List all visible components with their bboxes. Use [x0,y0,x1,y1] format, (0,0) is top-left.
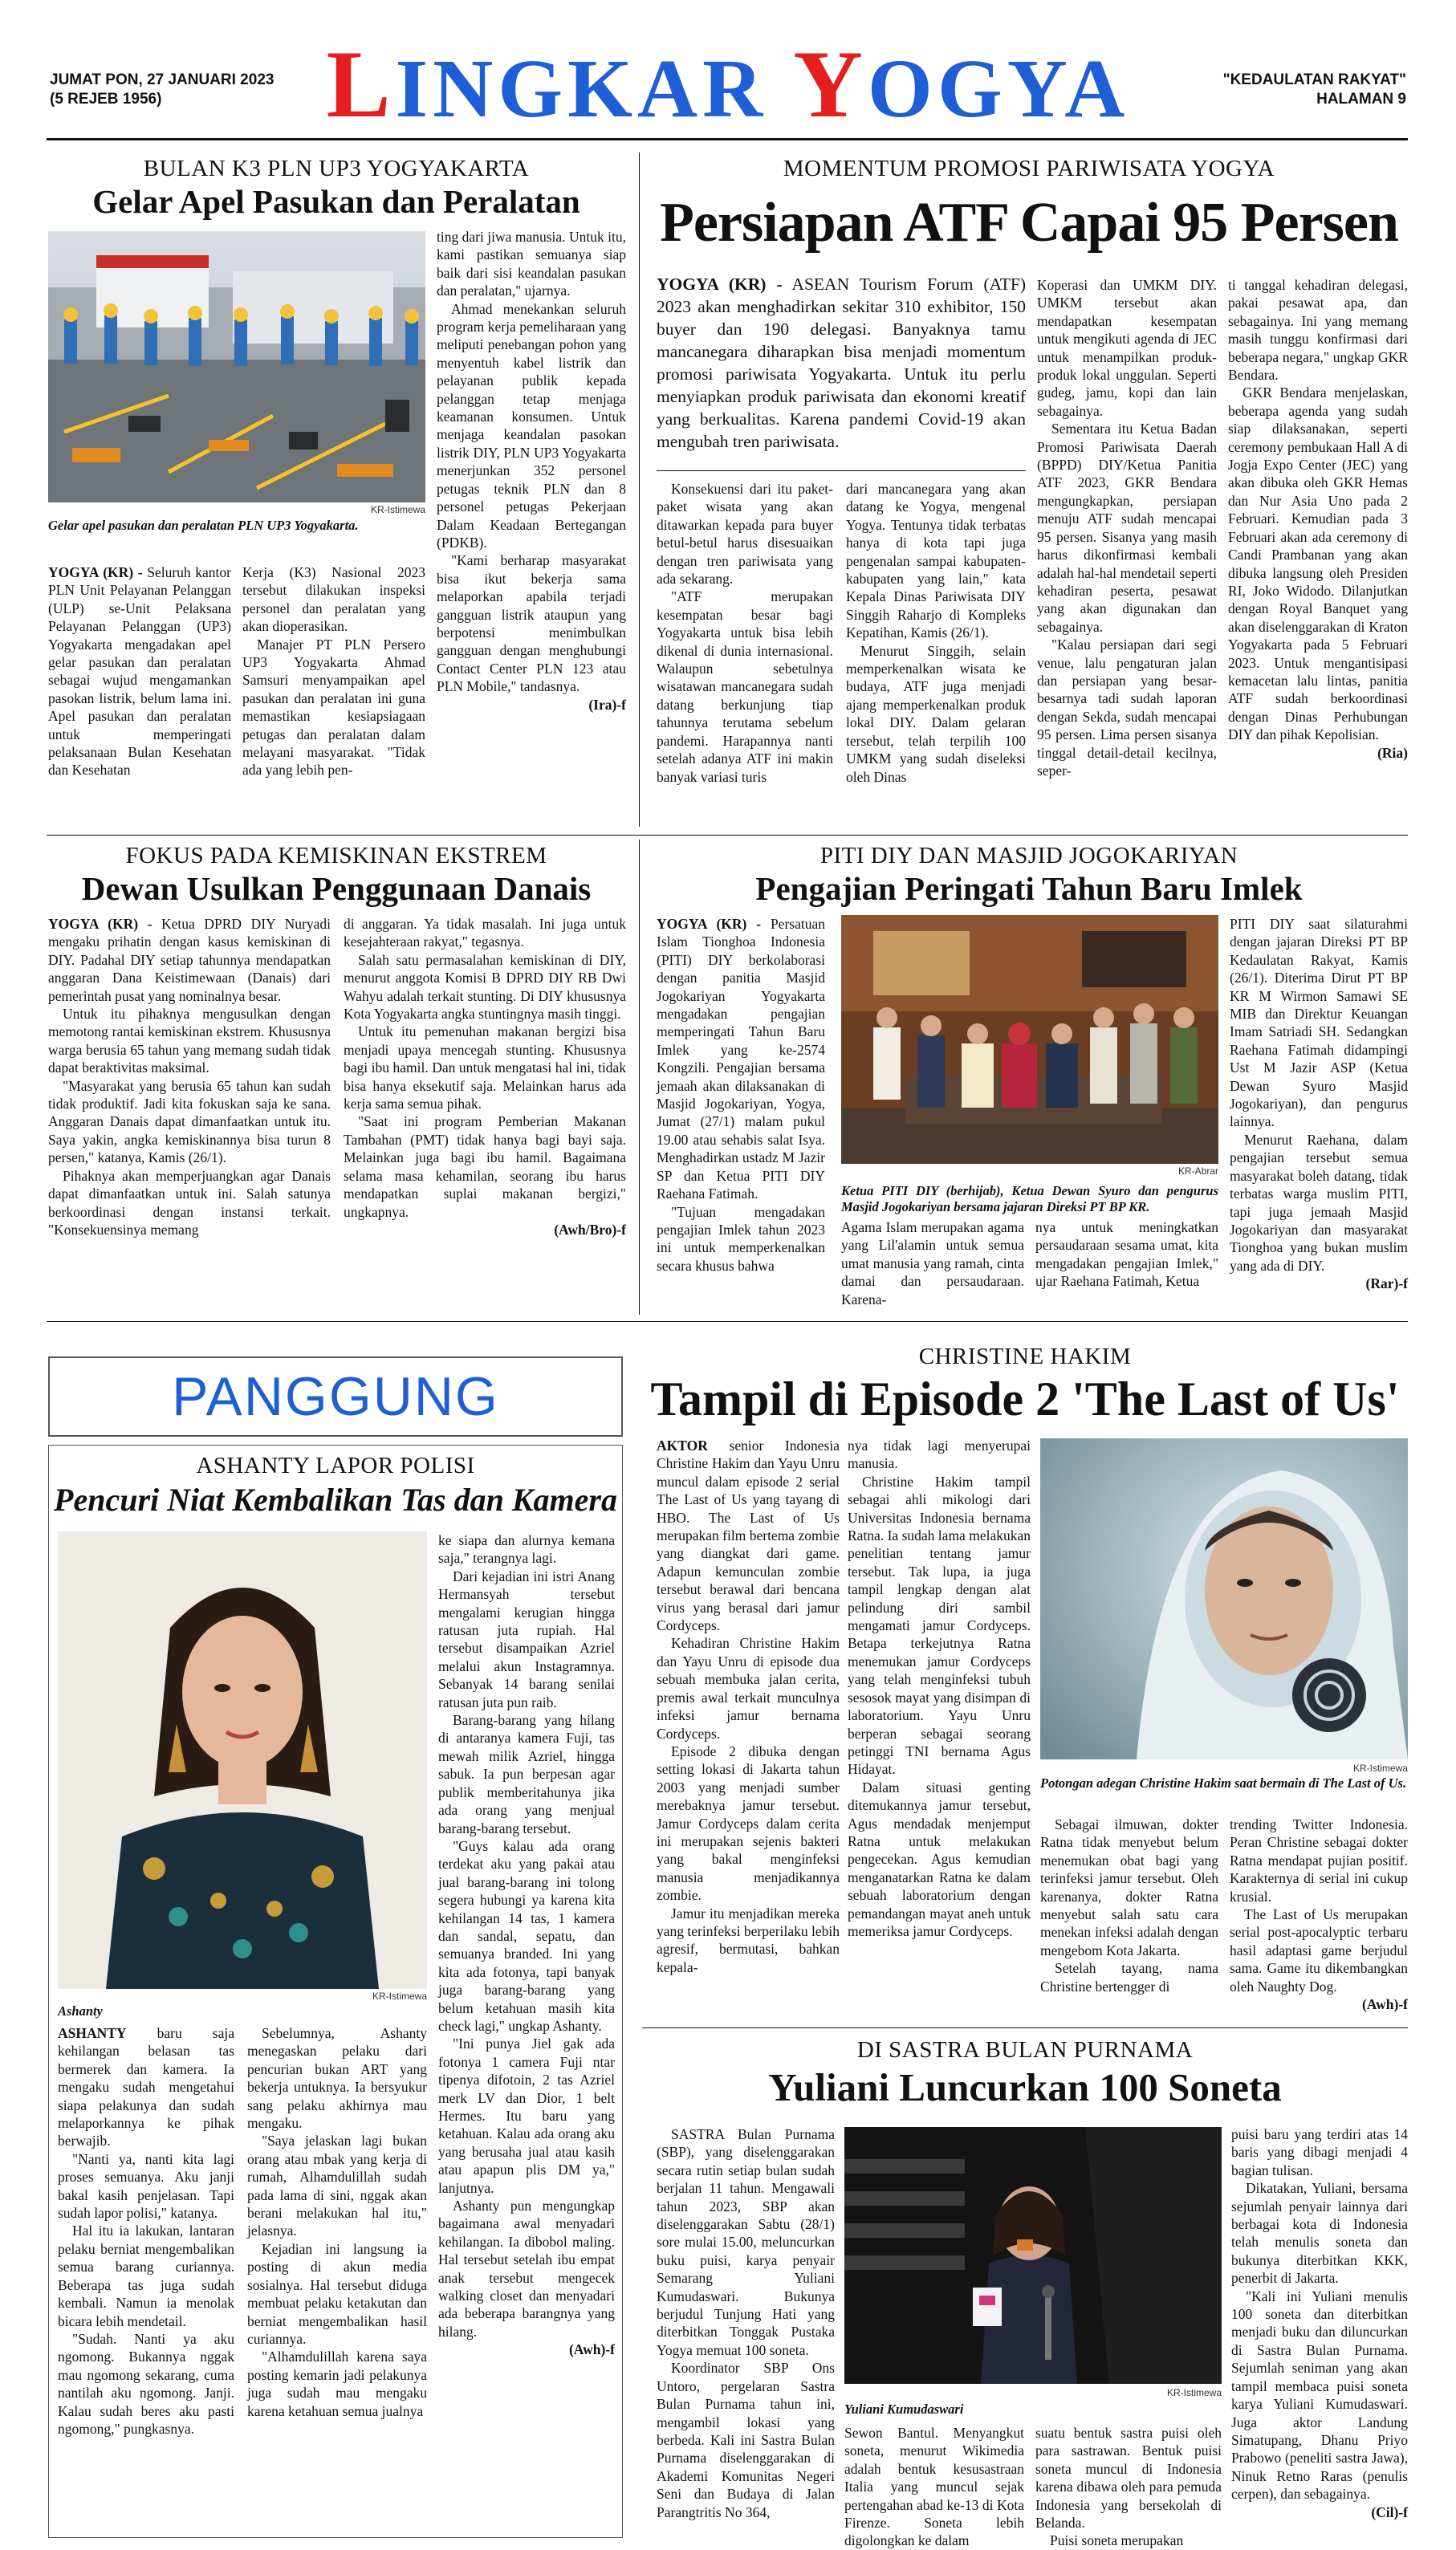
soneta-photo-credit: KR-Istimewa [1166,2387,1222,2398]
danais-signature: (Awh/Bro)-f [554,1221,626,1238]
issue-date: JUMAT PON, 27 JANUARI 2023 [50,71,275,88]
lastofus-headline: Tampil di Episode 2 'The Last of Us' [650,1373,1400,1425]
soneta-photo-caption: Yuliani Kumudaswari [844,2402,964,2417]
soneta-headline: Yuliani Luncurkan 100 Soneta [768,2065,1282,2109]
panggung-label-box [48,1356,623,1437]
imlek-kicker: PITI DIY DAN MASJID JOGOKARIYAN [820,843,1238,868]
lastofus-col2-paragraph: nya tidak lagi menyerupai manusia. [848,1438,1031,1472]
ashanty-column-1 [58,2024,234,2530]
imlek-signature: (Rar)-f [1365,1275,1408,1292]
imlek-col3-paragraph: nya untuk meningkatkan persaudaraan sesama umat, kita mengadakan pengajian Imlek," ujar Raehana Fatimah, Ketua [1035,1219,1218,1290]
ashanty-col3-paragraph-d: "Guys kalau ada orang terdekat aku yang pakai atau jual barang-barang ini tolong segera hubungi ya karena kita kehilangan 14 tas, 1 kamera dan sandal, sepatu, dan semuanya branded. Ini yang kita ada fotonya, tapi banyak juga barang-barang yang belum ketahuan masih kita check lagi," ungkap Ashanty. [438,1837,615,2034]
soneta-column-1 [657,2125,835,2535]
lastofus-column-2 [848,1437,1031,2019]
k3-column-3 [437,228,626,832]
k3-headline: Gelar Apel Pasukan dan Peralatan [92,183,580,220]
section-rule-2 [47,1321,1408,1322]
atf-signature: (Ria) [1377,744,1408,761]
imlek-photo-image [841,915,1218,1164]
lastofus-col1-paragraph-d: Jamur itu menjadikan mereka yang terinfeksi berperilaku lebih agresif, bermutasi, bahkan kepala- [657,1905,840,1975]
ashanty-col2-paragraph-d: "Alhamdulillah karena saya posting kemarin jadi pelakunya juga sudah mau mengaku karena ketahuan semua jualnya [247,2349,427,2419]
lastofus-photo-image [1040,1438,1408,1759]
atf-dateline: YOGYA (KR) - [657,275,783,294]
lastofus-col1-paragraph-b: Kehadiran Christine Hakim dan Yayu Unru di episode dua sebuah membuka jalan cerita, premis awal terkait munculnya infeksi jamur bernama Cordyceps. [657,1635,840,1742]
masthead-rule [47,138,1408,140]
imlek-col1-paragraph: YOGYA (KR) - Persatuan Islam Tionghoa Indonesia (PITI) DIY berkolaborasi dengan panitia Masjid Jogokariyan Yogyakarta mengadakan pengajian memperingati Tahun Baru Imlek yang ke-2574 Kongzili. Pengajian bersama jemaah akan dilaksanakan di Masjid Jogokariyan, Yogya, Jumat (27/1) malam pukul 19.00 atau sehabis salat Isya. Menghadirkan ustadz M Jazir SP dan Ketua PITI DIY Raehana Fatimah. [657,916,825,1202]
imlek-dateline: YOGYA (KR) - [657,916,762,932]
soneta-column-3 [1035,2424,1222,2549]
lastofus-col2-paragraph-b: Christine Hakim tampil sebagai ahli mikologi dari Universitas Indonesia bernama Ratna. Ia sudah lama melakukan penelitian tentang jamur tersebut. Tak lupa, ia juga tampil lengkap dengan alat pelindung diri sambil mengamati jamur Cordyceps. Betapa terkejutnya Ratna menemukan jamur Cordyceps yang telah menginfeksi tubuh sesosok mayat yang disimpan di laboratorium. Yayu Unru berperan sebagai seorang petinggi TNI bernama Agus Hidayat. [848,1473,1031,1778]
ashanty-column-2 [247,2024,427,2530]
lastofus-column-4 [1230,1816,1408,2021]
danais-col2-paragraph-d: "Saat ini program Pemberian Makanan Tambahan (PMT) tidak hanya bagi bayi saja. Melainkan juga bagi ibu hamil. Bagaimana selama masa kehamilan, seorang ibu harus mendapatkan suplai makanan bergizi," ungkapnya. [344,1113,626,1220]
ashanty-photo-image [58,1531,427,1989]
lastofus-col4-paragraph: trending Twitter Indonesia. Peran Christine sebagai dokter Ratna mendapat pujian positif. Karakternya di serial ini cukup krusial. [1230,1816,1408,1905]
atf-lead-rule [657,470,1026,471]
atf-col4-paragraph-b: GKR Bendara menjelaskan, beberapa agenda yang sudah siap dilaksanakan, seperti ceremony pembukaan Hall A di Jogja Expo Center (JEC) yang akan dibuka oleh GKR Hemas dan Nur Asia Uno pada 2 Februari. Kemudian pada 3 Februari akan ada ceremony di Candi Prambanan yang akan dibuka langsung oleh Presiden RI, Joko Widodo. Dilanjutkan dengan Royal Banquet yang akan diselenggarakan di Kraton Yogyakarta pada 5 Februari 2023. Untuk mengantisipasi kemacetan lalu lintas, panitia ATF sudah berkoordinasi dengan Dinas Perhubungan DIY dan pihak Kepolisian. [1228,384,1408,743]
imlek-column-3 [1035,1218,1218,1308]
lastofus-col2-paragraph-c: Dalam situasi genting ditemukannya jamur tersebut, Agus mendadak menjemput Ratna untuk melakukan pengecekan. Agus kemudian menganatarkan Ratna ke dalam sebuah laboratorium dengan pemandangan mayat aneh untuk memeriksa jamur Cordyceps. [848,1779,1031,1939]
imlek-column-2 [841,1218,1024,1308]
soneta-kicker: DI SASTRA BULAN PURNAMA [856,2037,1194,2063]
k3-col2-paragraph: Kerja (K3) Nasional 2023 tersebut dilakukan inspeksi personel dan peralatan yang akan dioperasikan. [242,564,425,635]
danais-column-2 [344,915,626,1308]
danais-dateline: YOGYA (KR) - [48,916,153,932]
ashanty-col1-paragraph-b: "Nanti ya, nanti kita lagi proses semuanya. Aku janji bakal kasih penjelasan. Tapi sudah lapor polisi," katanya. [58,2150,234,2222]
title-ogya: OGYA [867,43,1130,135]
section-rule-1 [47,835,1408,836]
atf-col3-paragraph-c: "Kalau persiapan dari segi venue, lalu pengaturan jalan dan persiapan yang besar-besarnya tadi sudah laporan dengan Sekda, sudah mencapai 95 persen. Lima persen sisanya tinggal detail-detail kecilnya, seper- [1037,636,1217,779]
soneta-col4-paragraph-c: "Kali ini Yuliani menulis 100 soneta dan diterbitkan menjadi buku dan diluncurkan di Sastra Bulan Purnama. Sejumlah seniman yang akan tampil membaca puisi soneta karya Yuliani Kumudaswari. Juga aktor Landung Simatupang, Dhanu Priyo Prabowo (peneliti sastra Jawa), Ninuk Retno Raras (penulis cerpen), dan sebagainya. [1231,2288,1408,2503]
ashanty-photo [58,1531,427,1989]
lastofus-col1-paragraph: AKTOR senior Indonesia Christine Hakim dan Yayu Unru muncul dalam episode 2 serial The Last of Us yang tayang di HBO. The Last of Us merupakan film bertema zombie yang diangkat dari game. Adapun kemunculan zombie tersebut berawal dari bencana virus yang berasal dari jamur Cordyceps. [657,1438,840,1634]
imlek-photo [841,915,1218,1164]
atf-column-3 [1037,276,1217,819]
soneta-col1-paragraph-b: Koordinator SBP Ons Untoro, pergelaran Sastra Bulan Purnama tahun ini, mengambil lokasi yang berbeda. Kali ini Sastra Bulan Purnama diselenggarakan di Akademi Komunitas Negeri Seni dan Budaya di Jalan Parangtritis No 364, [657,2360,835,2520]
atf-col1-paragraph: Konsekuensi dari itu paket-paket wisata yang akan ditawarkan kepada para buyer betul-betul harus disesuaikan dengan tren pariwisata yang ada sekarang. [657,481,833,588]
atf-col2-paragraph-b: Menurut Singgih, selain memperkenalkan wisata ke budaya, ATF juga menjadi ajang memperkenalkan produk lokal DIY. Dalam gelaran tersebut, telah terpilih 100 UMKM yang sudah diseleksi oleh Dinas [846,642,1026,785]
atf-kicker: MOMENTUM PROMOSI PARIWISATA YOGYA [783,156,1275,181]
title-letter-y: Y [793,31,868,137]
danais-col2-paragraph-b: Salah satu permasalahan kemiskinan di DIY, menurut anggota Komisi B DPRD DIY RB Dwi Wahyu adalah terkait stunting. Di DIY khususnya Kota Yogyakarta angka stuntingnya masih tinggi. [344,951,626,1023]
lastofus-photo-credit: KR-Istimewa [1352,1763,1408,1774]
title-letter-l: L [326,31,396,137]
ashanty-col2-paragraph-b: "Saya jelaskan lagi bukan orang atau mbak yang kerja di rumah, Alhamdulillah sudah pada lama di sini, nggak akan berani melakukan hal itu," jelasnya. [247,2133,427,2239]
danais-col1-paragraph: YOGYA (KR) - Ketua DPRD DIY Nuryadi mengaku prihatin dengan kasus kemiskinan di DIY. Padahal DIY setiap tahunnya mendapatkan anggaran Dana Keistimewaan (Danais) dari pemerintah pusat yang nominalnya besar. [48,916,331,1004]
section-rule-3 [642,2027,1408,2028]
imlek-photo-caption: Ketua PITI DIY (berhijab), Ketua Dewan Syuro dan pengurus Masjid Jogokariyan bersama jajaran Direksi PT BP KR. [841,1183,1218,1214]
imlek-col2-paragraph: Agama Islam merupakan agama yang Lil'alamin untuk semua umat manusia yang ramah, cinta damai dan persaudaraan. Karena- [841,1219,1024,1308]
lastofus-col3-paragraph-b: Setelah tayang, nama Christine bertengger di [1040,1960,1218,1995]
ashanty-col2-paragraph: Sebelumnya, Ashanty menegaskan pelaku dari pencurian bukan ART yang bekerja untuknya. Ia bersyukur sang pelaku akhirnya mau mengaku. [247,2025,427,2132]
ashanty-signature: (Awh)-f [568,2341,615,2358]
soneta-col3-paragraph: suatu bentuk sastra puisi oleh para sastrawan. Bentuk puisi soneta muncul di Indonesia karena dibawa oleh para pemuda Indonesia yang bersekolah di Belanda. [1035,2425,1222,2532]
soneta-photo-image [844,2127,1222,2384]
atf-lead: YOGYA (KR) - ASEAN Tourism Forum (ATF) 2023 akan menghadirkan sekitar 310 exhibitor, 150 buyer dan 190 delegasi. Banyaknya tamu mancanegara diharapkan bisa menjadi momentum promosi pariwisata Yogyakarta. Untuk itu perlu menyiapkan produk pariwisata dan ekonomi kreatif yang berkualitas. Karena pandemi Covid-19 akan mengubah tren pariwisata. [657,275,1026,451]
k3-column-1 [48,563,231,819]
issue-hijri-date: (5 REJEB 1956) [50,91,162,108]
ashanty-col3-paragraph-f: Ashanty pun mengungkap bagaimana awal menyadari kehilangan. Ia dibobol maling. Hal tersebut setelah ibu empat anak tersebut mengecek walking closet dan menyadari ada beberapa barangnya yang hilang. [438,2198,615,2340]
soneta-col2-paragraph: Sewon Bantul. Menyangkut soneta, menurut Wikimedia adalah bentuk kesusastraan Italia yang muncul sejak pertengahan abad ke-13 di Kota Firenze. Soneta lebih digolongkan ke dalam [844,2425,1024,2549]
ashanty-lead-word: ASHANTY [58,2025,127,2041]
imlek-col4-paragraph: PITI DIY saat silaturahmi dengan jajaran Direksi PT BP Kedaulatan Rakyat, Kamis (26/1). Diterima Dirut PT BP KR M Wirmon Samawi SE MIB dan Direktur Keuangan Imam Satriadi SH. Sedangkan Raehana Fatimah didampingi Ust M Jazir ASP (Ketua Dewan Syuro Masjid Jogokariyan), dan pengurus lainnya. [1230,916,1408,1130]
k3-signature: (Ira)-f [588,696,626,713]
ashanty-headline: Pencuri Niat Kembalikan Tas dan Kamera [54,1482,617,1518]
k3-column-2 [242,563,425,819]
ashanty-col3-paragraph-e: "Ini punya Jiel gak ada fotonya 1 camera Fuji ntar tipenya difotoin, 2 tas Azriel merk LV dan Dior, 1 belt Hermes. Itu baru yang ketahuan. Kalau ada orang aku yang berusaha jual atau kasih atau apapun plis DM ya," lanjutnya. [438,2036,615,2196]
k3-col3-paragraph-b: Ahmad menekankan seluruh program kerja pemeliharaan yang meliputi penebangan pohon yang menyentuh kabel listrik dan pelayanan publik kepada pelanggan tetap menjaga keamanan konsumen. Untuk menjaga keandalan pasokan listrik DIY, PLN UP3 Yogyakarta menerjunkan 352 personel petugas teknik PLN dan 8 personel petugas Pekerjaan Dalam Keadaan Bertegangan (PDKB). [437,300,626,551]
k3-photo-image [48,231,425,502]
soneta-signature: (Cil)-f [1371,2503,1408,2520]
atf-col4-paragraph: ti tanggal kehadiran delegasi, pakai pesawat apa, dan sebagainya. Ini yang memang masih tunggu konfirmasi dari beberapa negara," ungkap GKR Bendara. [1228,277,1408,384]
imlek-col4-paragraph-b: Menurut Raehana, dalam pengajian tersebut semua masyarakat boleh datang, tidak terbatas warga muslim PITI, tapi juga jemaah Masjid Jogokariyan dan masyarakat Tionghoa yang bukan muslim yang ada di DIY. [1230,1131,1408,1274]
danais-kicker: FOKUS PADA KEMISKINAN EKSTREM [125,843,547,868]
ashanty-column-3 [438,1531,615,2530]
k3-kicker: BULAN K3 PLN UP3 YOGYAKARTA [143,156,530,181]
atf-col2-paragraph: dari mancanegara yang akan datang ke Yogya, mengenal Yogya. Tentunya tidak terbatas hanya di kota tapi juga pengenalan sampai kabupaten-kabupaten yang lain," kata Kepala Dinas Pariwisata DIY Singgih Raharjo di Kompleks Kepatihan, Kamis (26/1). [846,481,1026,641]
lastofus-lead-word: AKTOR [657,1438,708,1454]
page-number: HALAMAN 9 [1316,91,1406,108]
atf-headline: Persiapan ATF Capai 95 Persen [660,192,1398,254]
ashanty-col3-paragraph: ke siapa dan alurnya kemana saja," terangnya lagi. [438,1532,615,1567]
k3-col1-paragraph: YOGYA (KR) - Seluruh kantor PLN Unit Pelayanan Pelanggan (ULP) se-Unit Pelaksana Pelayanan Pelanggan (UP3) Yogyakarta mengadakan apel gelar pasukan dan peralatan sebagai wujud mengamankan pasokan listrik, belum lama ini. Apel pasukan dan peralatan untuk memperingati pelaksanaan Bulan Kesehatan dan Kesehatan [48,564,231,779]
atf-column-4 [1228,276,1408,830]
danais-col1-paragraph-c: "Masyarakat yang berusia 65 tahun kan sudah tidak produktif. Jadi kita fokuskan saja ke sana. Anggaran Danais dapat dimanfaatkan untuk itu. Saya yakin, angka kemiskinannya bisa turun 8 persen," katanya, Kamis (26/1). [48,1077,331,1166]
soneta-col1-paragraph: SASTRA Bulan Purnama (SBP), yang diselenggarakan secara rutin setiap bulan sudah berjalan 11 tahun. Mengawali tahun 2023, SBP akan diselenggarakan Sabtu (28/1) sore mulai 15.00, meluncurkan buku puisi, karya penyair Semarang Yuliani Kumudaswari. Bukunya berjudul Tunjung Hati yang diterbitkan Tonggak Pustaka Yogya memuat 100 soneta. [657,2126,835,2358]
k3-col2-paragraph-b: Manajer PT PLN Persero UP3 Yogyakarta Ahmad Samsuri menyampaikan apel pasukan dan peralatan ini guna memastikan kesiapsiagaan petugas dan peralatan dalam melayani masyarakat. "Tidak ada yang lebih pen- [242,636,425,779]
lastofus-signature: (Awh)-f [1361,1996,1408,2013]
ashanty-col1-paragraph-c: Hal itu ia lakukan, lantaran pelaku berniat mengembalikan semua barang curiannya. Beberapa tas juga sudah kembali. Namun ia menolak bicara lebih mendetail. [58,2223,234,2329]
lastofus-photo-caption: Potongan adegan Christine Hakim saat bermain di The Last of Us. [1040,1775,1407,1791]
soneta-column-4 [1231,2125,1408,2536]
atf-col3-paragraph: Koperasi dan UMKM DIY. UMKM tersebut akan mendapatkan kesempatan untuk mengikuti agenda di JEC untuk menampilkan produk-produk lokal unggulan. Seperti gudeg, jamu, kopi dan lain sebagainya. [1037,277,1217,419]
masthead-right [1223,71,1406,109]
atf-col3-paragraph-b: Sementara itu Ketua Badan Promosi Pariwisata Daerah (BPPD) DIY/Ketua Panitia ATF 2023, GKR Bendara mengungkapkan, persiapan menuju ATF sudah mencapai 95 persen. Sisanya yang masih harus dikonfirmasi kembali adalah hal-hal mendetail seperti kehadiran peserta, pesawat yang akan digunakan dan sebagainya. [1037,421,1217,635]
danais-col2-paragraph: di anggaran. Ya tidak masalah. Ini juga untuk kesejahteraan rakyat," tegasnya. [344,916,626,950]
lastofus-kicker: CHRISTINE HAKIM [918,1344,1132,1369]
ashanty-kicker: ASHANTY LAPOR POLISI [196,1453,475,1478]
ashanty-col2-paragraph-c: Kejadian ini langsung ia posting di akun media sosialnya. Hal tersebut diduga membuat pelaku ketakutan dan berniat mengembalikan hasil curiannya. [247,2240,427,2347]
title-ingkar: INGKAR [395,43,794,135]
ashanty-col1-paragraph: ASHANTY baru saja kehilangan belasan tas bermerek dan kamera. Ia mengaku sudah mengetahui siapa pelakunya dan sudah melaporkannya ke pihak berwajib. [58,2025,234,2149]
ashanty-photo-credit: KR-Istimewa [372,1991,427,2002]
lastofus-col4-paragraph-b: The Last of Us merupakan serial post-apocalyptic terbaru hasil adaptasi game berjudul sama. Game itu dikembangkan oleh Naughty Dog. [1230,1906,1408,1995]
lastofus-photo [1040,1438,1408,1759]
k3-col3-paragraph-c: "Kami berharap masyarakat bisa ikut bekerja sama melaporkan apabila terjadi gangguan listrik ataupun yang berpotensi menimbulkan gangguan dengan menghubungi Contact Center PLN 123 atau PLN Mobile," tandasnya. [437,552,626,695]
panggung-label: PANGGUNG [172,1366,499,1427]
ashanty-col1-paragraph-d: "Sudah. Nanti ya aku ngomong. Bukannya nggak mau ngomong sekarang, cuma nantilah aku ngomong. Janji. Kalau sudah beres aku pasti ngomong," pungkasnya. [58,2330,234,2437]
vertical-rule-top [639,153,640,827]
k3-col3-paragraph: ting dari jiwa manusia. Untuk itu, kami pastikan semuanya siap baik dari sisi keandalan pasukan dan peralatan," ujarnya. [437,229,626,299]
k3-photo [48,231,425,502]
ashanty-photo-caption: Ashanty [58,2003,103,2019]
imlek-headline: Pengajian Peringati Tahun Baru Imlek [755,870,1303,907]
k3-dateline: YOGYA (KR) - [48,564,143,580]
lastofus-column-1 [657,1437,840,2019]
imlek-photo-credit: KR-Abrar [1177,1165,1218,1177]
vertical-rule-mid [639,840,640,1315]
atf-column-1 [657,480,833,817]
ashanty-col3-paragraph-b: Dari kejadian ini istri Anang Hermansyah tersebut mengalami kerugian hingga ratusan juta rupiah. Hal tersebut disampaikan Azriel melalui akun Instagramnya. Sebanyak 14 barang senilai ratusan juta pun raib. [438,1568,615,1710]
soneta-col4-paragraph: puisi baru yang terdiri atas 14 baris yang dibagi menjadi 4 bagian tulisan. [1231,2126,1408,2178]
lastofus-col3-paragraph: Sebagai ilmuwan, dokter Ratna tidak menyebut belum menemukan obat bagi yang terinfeksi jamur tersebut. Oleh karenanya, dokter Ratna menyebut salah satu cara menekan infeksi adalah dengan mengebom Kota Jakarta. [1040,1816,1218,1958]
lastofus-col1-paragraph-c: Episode 2 dibuka dengan setting lokasi di Jakarta tahun 2003 yang menjadi sumber merebaknya jamur tersebut. Jamur Cordyceps dalam cerita ini merupakan sejenis bakteri yang bakal menginfeksi manusia menjadikannya zombie. [657,1743,840,1904]
atf-col1-paragraph-b: "ATF merupakan kesempatan besar bagi Yogyakarta untuk bisa lebih dikenal di dunia internasional. Walaupun sebetulnya wisatawan mancanegara sudah datang berkunjung tiap tahunnya terutama sebelum pandemi. Harapannya nanti setelah adanya ATF ini makin banyak variasi turis [657,588,833,785]
imlek-column-4 [1230,915,1408,1312]
k3-photo-credit: KR-Istimewa [370,504,425,515]
danais-col2-paragraph-c: Untuk itu pemenuhan makanan bergizi bisa menjadi upaya mencegah stunting. Khususnya bagi ibu hamil. Dan untuk mengatasi hal ini, tidak bisa hanya eksekutif saja. Melainkan harus ada kerja sama semua pihak. [344,1023,626,1112]
danais-col1-paragraph-b: Untuk itu pihaknya mengusulkan dengan memotong rantai kemiskinan ekstrem. Khususnya warga berusia 65 tahun yang memang sudah tidak dapat beraktivitas maksimal. [48,1006,331,1076]
masthead-tagline: "KEDAULATAN RAKYAT" [1222,71,1406,88]
atf-column-2 [846,480,1026,817]
danais-col1-paragraph-d: Pihaknya akan memperjuangkan agar Danais dapat dimanfaatkan untuk ini. Salah satunya berkoordinasi dengan instansi terkait. "Konsekuensinya memang [48,1167,331,1238]
danais-headline: Dewan Usulkan Penggunaan Danais [81,870,592,907]
soneta-column-2 [844,2424,1024,2549]
k3-photo-caption: Gelar apel pasukan dan peralatan PLN UP3 Yogyakarta. [48,518,359,533]
imlek-col1-paragraph-b: "Tujuan mengadakan pengajian Imlek tahun 2023 ini untuk memperkenalkan secara khusus bahwa [657,1203,825,1274]
soneta-col4-paragraph-b: Dikatakan, Yuliani, bersama sejumlah penyair lainnya dari berbagai kota di Indonesia telah menulis soneta dan bukunya diterbitkan KKK, penerbit di Jakarta. [1231,2180,1408,2287]
soneta-photo [844,2127,1222,2384]
danais-column-1 [48,915,331,1308]
ashanty-col3-paragraph-c: Barang-barang yang hilang di antaranya kamera Fuji, tas mewah milik Azriel, hingga sabuk. Ia pun berpesan agar publik memberitahunya jika ada orang yang menjual barang-barang tersebut. [438,1712,615,1836]
imlek-column-1 [657,915,825,1308]
lastofus-column-3 [1040,1816,1218,2021]
soneta-col3-paragraph-b: Puisi soneta merupakan [1050,2532,1184,2549]
